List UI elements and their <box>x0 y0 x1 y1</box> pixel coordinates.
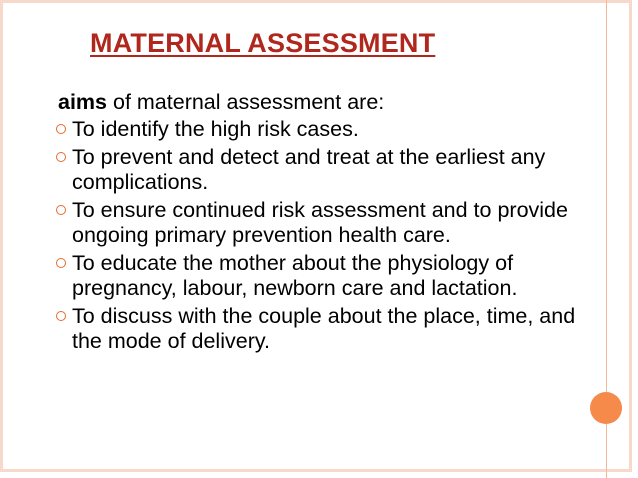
slide-title: MATERNAL ASSESSMENT <box>90 28 436 58</box>
bullet-item <box>54 117 594 142</box>
bullet-item <box>54 251 594 301</box>
intro-bold-text: aims <box>58 90 108 114</box>
decorative-circle <box>590 392 622 424</box>
bullet-text: To identify the high risk cases. <box>72 117 359 141</box>
circle-bullet-icon <box>56 124 66 134</box>
intro-line <box>58 90 594 115</box>
bullet-list <box>54 117 594 354</box>
bullet-text: To prevent and detect and treat at the earliest any complications. <box>72 145 546 194</box>
decorative-line-bottom <box>606 424 607 478</box>
bullet-item <box>54 145 594 195</box>
bullet-text: To educate the mother about the physiology of pregnancy, labour, newborn care and lactation. <box>72 251 518 300</box>
intro-text: of maternal assessment are: <box>107 90 385 114</box>
bullet-text: To ensure continued risk assessment and to provide ongoing primary prevention health care. <box>72 198 568 247</box>
bullet-text: To discuss with the couple about the place, time, and the mode of delivery. <box>72 304 576 353</box>
decorative-line-top <box>606 0 607 392</box>
circle-bullet-icon <box>56 258 66 268</box>
circle-bullet-icon <box>56 152 66 162</box>
circle-bullet-icon <box>56 311 66 321</box>
circle-bullet-icon <box>56 205 66 215</box>
bullet-item <box>54 304 594 354</box>
bullet-item <box>54 198 594 248</box>
slide-content <box>54 90 594 357</box>
